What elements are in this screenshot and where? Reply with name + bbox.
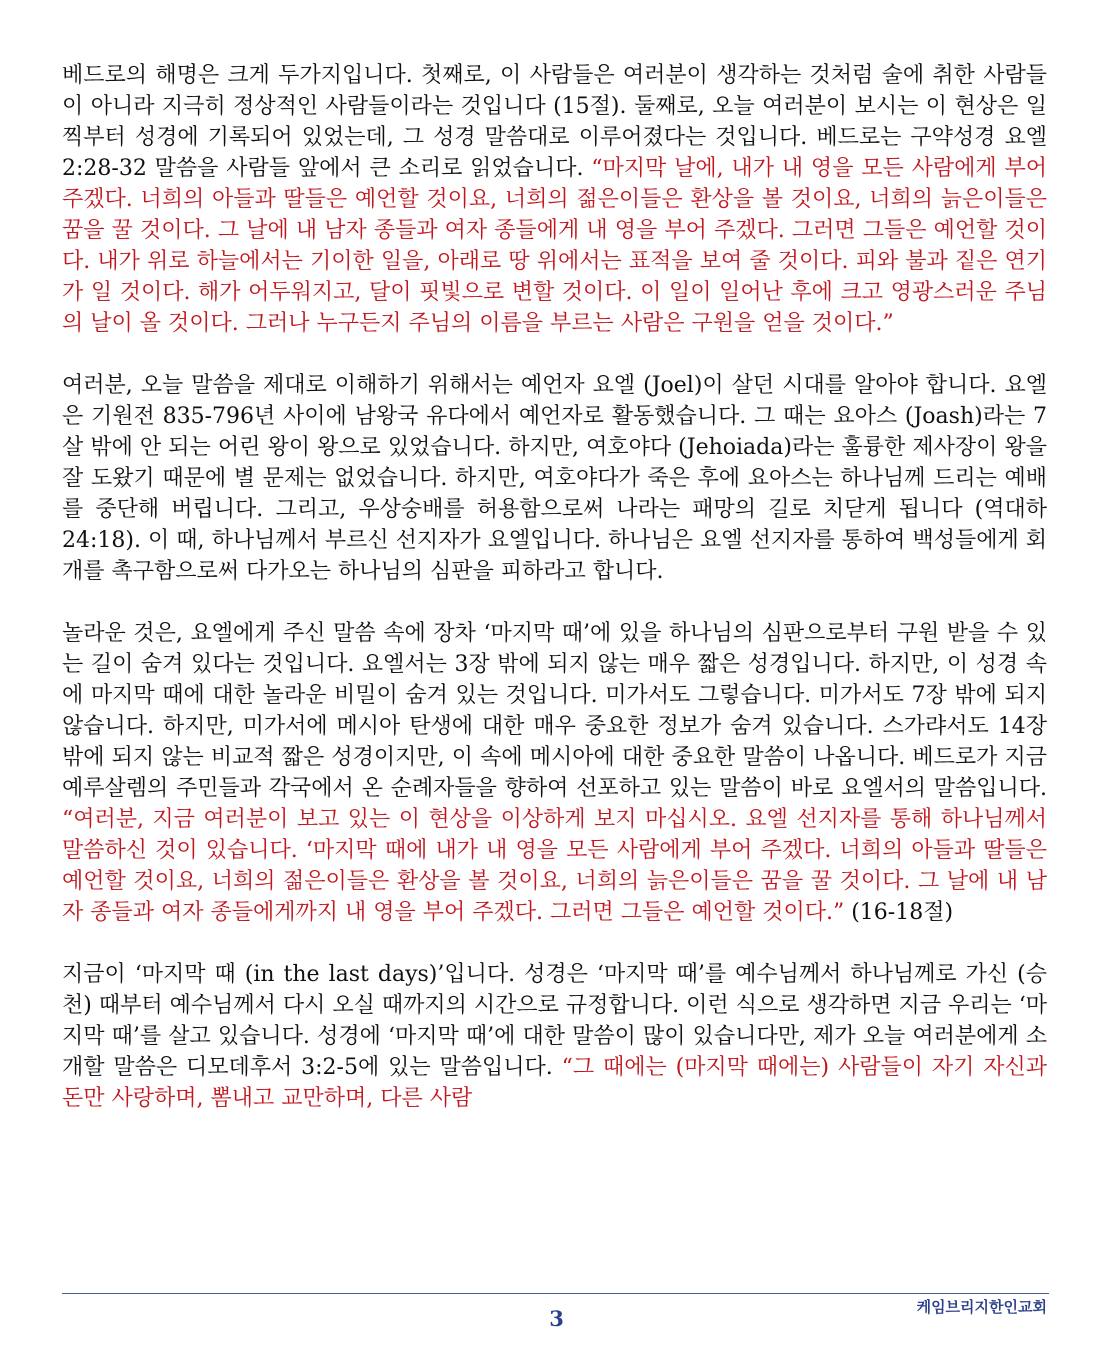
scripture-quote-acts: “여러분, 지금 여러분이 보고 있는 이 현상을 이상하게 보지 마십시오. 요엘 선지자를 통해 하나님께서 말씀하신 것이 있습니다. ‘마지막 때에 내가 내 영을 모든 사람에게 부어 주겠다. 너희의 아들과 딸들은 예언할 것이요, 너희의 젊은이들은 환상을 볼 것이요, 너희의 늙은이들은 꿈을 꿀 것이다. 그 날에 내 남자 종들과 여자 종들에게까지 내 영을 부어 주겠다. 그러면 그들은 예언할 것이다.” — [62, 807, 1047, 925]
paragraph-last-days-now — [62, 959, 1047, 1114]
church-name: 케임브리지한인교회 — [916, 1298, 1047, 1316]
footer-divider — [62, 1293, 1049, 1294]
body-text: 지금이 ‘마지막 때 (in the last days)’입니다. 성경은 ‘마지막 때’를 예수님께서 하나님께로 가신 (승천) 때부터 예수님께서 다시 오실 때까지의 시간으로 규정합니다. 이런 식으로 생각하면 지금 우리는 ‘마지막 때’를 살고 있습니다. 성경에 ‘마지막 때’에 대한 말씀이 많이 있습니다만, 제가 오늘 여러분에게 소개할 말씀은 디모데후서 3:2-5에 있는 말씀입니다. — [62, 962, 1047, 1080]
page-number: 3 — [549, 1306, 564, 1331]
body-text: 여러분, 오늘 말씀을 제대로 이해하기 위해서는 예언자 요엘 (Joel)이 살던 시대를 알아야 합니다. 요엘은 기원전 835-796년 사이에 남왕국 유다에서 예언자로 활동했습니다. 그 때는 요아스 (Joash)라는 7살 밖에 안 되는 어린 왕이 왕으로 있었습니다. 하지만, 여호야다 (Jehoiada)라는 훌륭한 제사장이 왕을 잘 도왔기 때문에 별 문제는 없었습니다. 하지만, 여호야다가 죽은 후에 요아스는 하나님께 드리는 예배를 중단해 버립니다. 그리고, 우상숭배를 허용함으로써 나라는 패망의 길로 치닫게 됩니다 (역대하 24:18). 이 때, 하나님께서 부르신 선지자가 요엘입니다. 하나님은 요엘 선지자를 통하여 백성들에게 회개를 촉구함으로써 다가오는 하나님의 심판을 피하라고 합니다. — [62, 373, 1047, 584]
paragraph-joel-background — [62, 370, 1047, 587]
scripture-quote-joel: “마지막 날에, 내가 내 영을 모든 사람에게 부어 주겠다. 너희의 아들과 딸들은 예언할 것이요, 너희의 젊은이들은 환상을 볼 것이요, 너희의 늙은이들은 꿈을 꿀 것이다. 그 날에 내 남자 종들과 여자 종들에게 내 영을 부어 주겠다. 그러면 그들은 예언할 것이다. 내가 위로 하늘에서는 기이한 일을, 아래로 땅 위에서는 표적을 보여 줄 것이다. 피와 불과 짙은 연기가 일 것이다. 해가 어두워지고, 달이 핏빛으로 변할 것이다. 이 일이 일어난 후에 크고 영광스러운 주님의 날이 올 것이다. 그러나 누구든지 주님의 이름을 부르는 사람은 구원을 얻을 것이다.” — [62, 156, 1047, 336]
body-text: 베드로의 해명은 크게 두가지입니다. 첫째로, 이 사람들은 여러분이 생각하는 것처럼 술에 취한 사람들이 아니라 지극히 정상적인 사람들이라는 것입니다 (15절). 둘째로, 오늘 여러분이 보시는 이 현상은 일찍부터 성경에 기록되어 있었는데, 그 성경 말씀대로 이루어졌다는 것입니다. 베드로는 구약성경 요엘 2:28-32 말씀을 사람들 앞에서 큰 소리로 읽었습니다. — [62, 63, 1047, 181]
sermon-page-body — [62, 60, 1047, 1145]
scripture-quote-timothy: “그 때에는 (마지막 때에는) 사람들이 자기 자신과 돈만 사랑하며, 뽐내고 교만하며, 다른 사람 — [62, 1055, 1047, 1111]
paragraph-peter-explanation — [62, 60, 1047, 339]
body-text: 놀라운 것은, 요엘에게 주신 말씀 속에 장차 ‘마지막 때’에 있을 하나님의 심판으로부터 구원 받을 수 있는 길이 숨겨 있다는 것입니다. 요엘서는 3장 밖에 되지 않는 매우 짧은 성경입니다. 하지만, 이 성경 속에 마지막 때에 대한 놀라운 비밀이 숨겨 있는 것입니다. 미가서도 그렇습니다. 미가서도 7장 밖에 되지 않습니다. 하지만, 미가서에 메시아 탄생에 대한 매우 중요한 정보가 숨겨 있습니다. 스가랴서도 14장 밖에 되지 않는 비교적 짧은 성경이지만, 이 속에 메시아에 대한 중요한 말씀이 나옵니다. 베드로가 지금 예루살렘의 주민들과 각국에서 온 순례자들을 향하여 선포하고 있는 말씀이 바로 요엘서의 말씀입니다. — [62, 621, 1047, 801]
paragraph-last-days-secret — [62, 618, 1047, 928]
verse-reference: (16-18절) — [844, 900, 954, 925]
